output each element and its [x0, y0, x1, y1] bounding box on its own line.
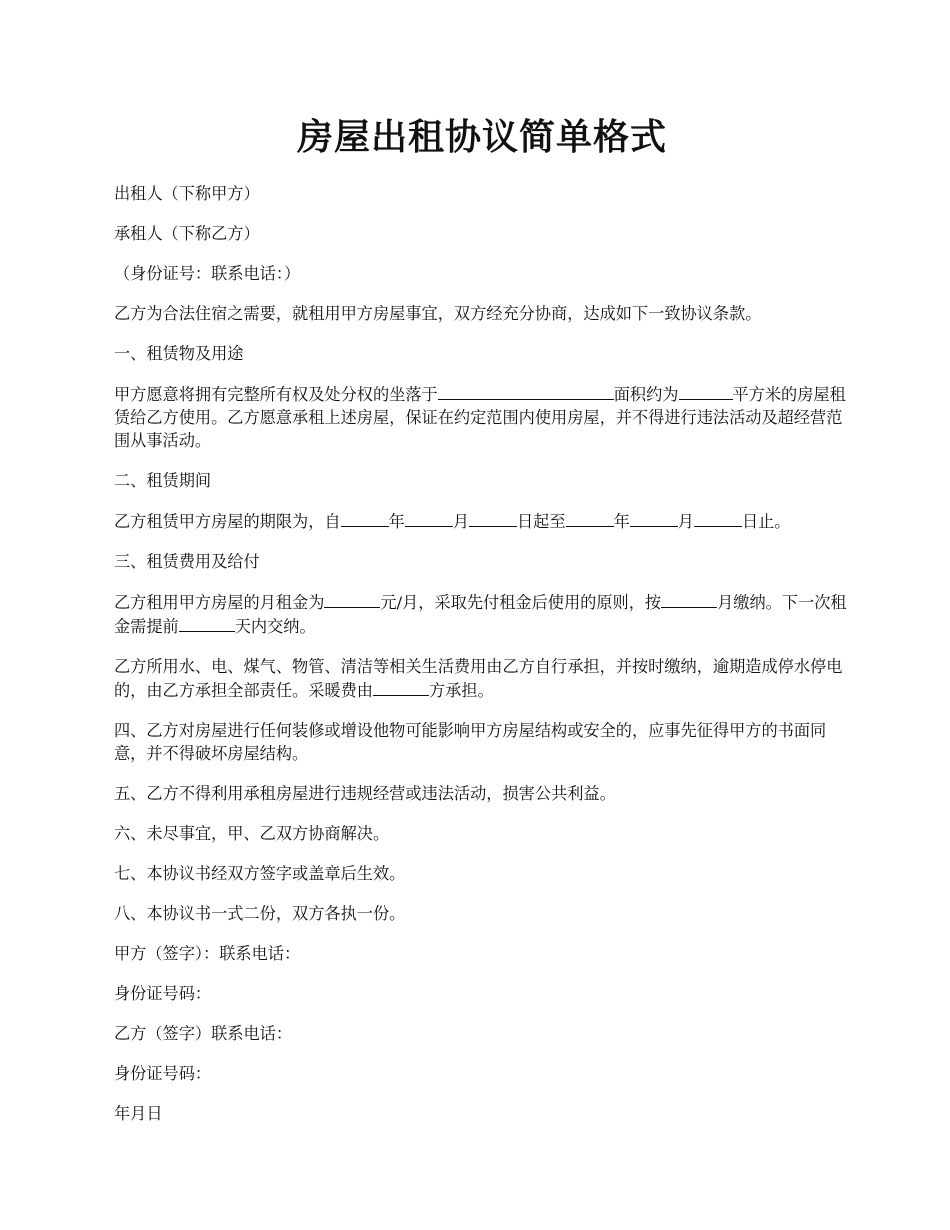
section3-text1-part1: 乙方租用甲方房屋的月租金为 — [114, 593, 325, 612]
section4-paragraph: 四、乙方对房屋进行任何装修或增设他物可能影响甲方房屋结构或安全的，应事先征得甲方的书面同意，并不得破坏房屋结构。 — [114, 721, 827, 763]
section8-paragraph: 八、本协议书一式二份，双方各执一份。 — [114, 904, 406, 923]
section3-text1-part3: 月缴纳。下一次租金需提前 — [114, 593, 847, 636]
intro-paragraph: 乙方为合法住宿之需要，就租用甲方房屋事宜，双方经充分协商，达成如下一致协议条款。 — [114, 304, 762, 323]
section2-day2: 日止。 — [741, 512, 791, 531]
section1-text-part2: 面积约为 — [613, 385, 679, 404]
section2-heading: 二、租赁期间 — [114, 471, 212, 490]
id-contact-line: （身份证号：联系电话：） — [114, 264, 301, 283]
location-blank — [438, 382, 614, 400]
section1-heading: 一、租赁物及用途 — [114, 344, 244, 363]
section3-paragraph-utilities — [114, 655, 850, 702]
section2-day1: 日起至 — [517, 512, 566, 531]
section5-paragraph: 五、乙方不得利用承租房屋进行违规经营或违法活动，损害公共利益。 — [114, 784, 616, 803]
party-b-signature-line: 乙方（签字）联系电话： — [114, 1024, 293, 1043]
section3-text2-part1: 乙方所用水、电、煤气、物管、清洁等相关生活费用由乙方自行承担，并按时缴纳，逾期造成停水停电的，由乙方承担全部责任。采暖费由 — [114, 657, 843, 700]
section3-text2-part2: 方承担。 — [429, 681, 494, 700]
section1-text-part3: 平方米的房屋租赁给乙方使用。乙方愿意承租上述房屋，保证在约定范围内使用房屋，并不得进行违法活动及超经营范围从事活动。 — [114, 385, 846, 450]
date-line: 年月日 — [114, 1104, 163, 1123]
section1-paragraph — [114, 382, 850, 452]
section7-paragraph: 七、本协议书经双方签字或盖章后生效。 — [114, 864, 406, 883]
section3-heading: 三、租赁费用及给付 — [114, 552, 260, 571]
section2-month1: 月 — [452, 512, 469, 531]
start-year-blank — [341, 509, 389, 527]
section2-paragraph — [114, 509, 850, 533]
section2-month2: 月 — [677, 512, 694, 531]
party-a-id-line: 身份证号码： — [114, 984, 212, 1003]
section2-year2: 年 — [613, 512, 630, 531]
advance-days-blank — [179, 614, 235, 632]
section3-text1-part4: 天内交纳。 — [234, 617, 316, 636]
lessor-line: 出租人（下称甲方） — [114, 184, 260, 203]
lessee-line: 承租人（下称乙方） — [114, 224, 260, 243]
monthly-rent-blank — [324, 590, 380, 608]
section6-paragraph: 六、未尽事宜，甲、乙双方协商解决。 — [114, 824, 390, 843]
heating-party-blank — [373, 678, 429, 696]
party-a-signature-line: 甲方（签字）：联系电话： — [114, 944, 301, 963]
section3-paragraph-rent — [114, 590, 850, 638]
party-b-id-line: 身份证号码： — [114, 1064, 212, 1083]
section2-text-part1: 乙方租赁甲方房屋的期限为，自 — [114, 512, 341, 531]
end-year-blank — [566, 509, 614, 527]
start-day-blank — [469, 509, 517, 527]
payment-period-blank — [661, 590, 717, 608]
document-title: 房屋出租协议简单格式 — [296, 116, 667, 158]
section3-text1-part2: 元/月，采取先付租金后使用的原则，按 — [380, 593, 662, 612]
section2-year1: 年 — [388, 512, 405, 531]
end-day-blank — [694, 509, 742, 527]
section1-text-part1: 甲方愿意将拥有完整所有权及处分权的坐落于 — [114, 385, 438, 404]
area-blank — [679, 382, 733, 400]
start-month-blank — [405, 509, 453, 527]
end-month-blank — [630, 509, 678, 527]
